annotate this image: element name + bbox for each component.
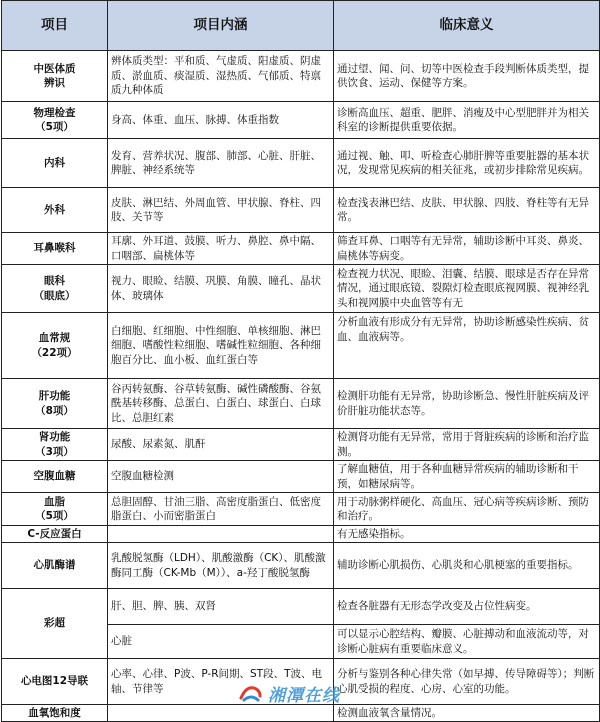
row-meaning: 分析与鉴别各种心律失常（如早搏、传导障碍等）；判断心肌受损的程度、心房、心室的功能。 (334, 659, 600, 705)
row-content: 耳廓、外耳道、鼓膜、听力、鼻腔、鼻中隔、口咽部、扁桃体等 (108, 233, 334, 265)
row-name: 耳鼻喉科 (2, 233, 108, 265)
row-meaning: 筛查耳鼻、口咽等有无异常，辅助诊断中耳炎、鼻炎、扁桃体等病变。 (334, 233, 600, 265)
row-content: 辨体质类型：平和质、气虚质、阳虚质、阴虚质、淤血质、痰湿质、湿热质、气郁质、特禀质九种体质 (108, 51, 334, 102)
table-row (2, 461, 600, 493)
row-content: 心率、心律、P波、P-R间期、ST段、T波、电轴、节律等 (108, 659, 334, 705)
row-content: 身高、体重、血压、脉搏、体重指数 (108, 102, 334, 139)
table-row (2, 493, 600, 526)
row-meaning: 可以显示心腔结构、瓣膜、心脏搏动和血液流动等，对诊断心脏病有重要临床意义。 (334, 625, 600, 659)
row-meaning: 诊断高血压、超重、肥胖、消瘦及中心型肥胖并为相关科室的诊断提供重要依据。 (334, 102, 600, 139)
row-name: 彩超 (2, 589, 108, 659)
row-meaning: 检测肝功能有无异常，协助诊断急、慢性肝脏疾病及评价肝脏功能状态等。 (334, 379, 600, 429)
row-meaning: 通过望、闻、问、切等中医检查手段判断体质类型，提供饮食、运动、保健等方案。 (334, 51, 600, 102)
table-row (2, 526, 600, 543)
table-row (2, 51, 600, 102)
table-header-row (2, 1, 600, 51)
table-row (2, 429, 600, 461)
row-content: 皮肤、淋巴结、外周血管、甲状腺、脊柱、四肢、关节等 (108, 188, 334, 233)
row-content: 发育、营养状况、腹部、肺部、心脏、肝脏、脾脏、神经系统等 (108, 139, 334, 188)
header-item: 项目 (2, 1, 108, 51)
row-name: 中医体质 辨识 (2, 51, 108, 102)
row-name: 外科 (2, 188, 108, 233)
watermark-text: 湘潭在线 (268, 685, 340, 706)
row-meaning: 用于动脉粥样硬化、高血压、冠心病等疾病诊断、预防和治疗。 (334, 493, 600, 526)
row-meaning: 分析血液有形成分有无异常，协助诊断感染性疾病、贫血、血液病等。 (334, 313, 600, 379)
row-content (108, 526, 334, 543)
row-meaning: 有无感染指标。 (334, 526, 600, 543)
table-row (2, 589, 600, 625)
row-meaning: 辅助诊断心肌损伤、心肌炎和心肌梗塞的重要指标。 (334, 543, 600, 589)
row-name: 内科 (2, 139, 108, 188)
row-content: 空腹血糖检测 (108, 461, 334, 493)
row-content: 心脏 (108, 625, 334, 659)
table-row (2, 543, 600, 589)
row-name: 心电图12导联 (2, 659, 108, 705)
row-meaning: 检测肾功能有无异常，常用于肾脏疾病的诊断和治疗监测。 (334, 429, 600, 461)
row-name: C-反应蛋白 (2, 526, 108, 543)
row-meaning: 检查各脏器有无形态学改变及占位性病变。 (334, 589, 600, 625)
row-name: 物理检查 （5项） (2, 102, 108, 139)
row-meaning: 检测血液氧含量情况。 (334, 705, 600, 722)
table-row (2, 265, 600, 313)
row-content: 白细胞、红细胞、中性细胞、单核细胞、淋巴细胞、嗜酸性粒细胞、嗜碱性粒细胞、各种细胞百分比、血小板、血红蛋白等 (108, 313, 334, 379)
row-meaning: 了解血糖值，用于各种血糖异常疾病的辅助诊断和干预，如糖尿病等。 (334, 461, 600, 493)
row-name: 心肌酶谱 (2, 543, 108, 589)
table-row (2, 102, 600, 139)
row-name: 肝功能 （8项） (2, 379, 108, 429)
row-name: 肾功能 （3项） (2, 429, 108, 461)
row-content: 总胆固醇、甘油三脂、高密度脂蛋白、低密度脂蛋白、小而密脂蛋白 (108, 493, 334, 526)
row-name: 血脂 （5项） (2, 493, 108, 526)
table-row (2, 379, 600, 429)
row-content: 肝、胆、脾、胰、双肾 (108, 589, 334, 625)
row-meaning: 检查浅表淋巴结、皮肤、甲状腺、四肢、脊柱等有无异常。 (334, 188, 600, 233)
row-content: 谷丙转氨酶、谷草转氨酶、碱性磷酸酶、谷氨酰基转移酶、总蛋白、白蛋白、球蛋白、白球比、总胆红素 (108, 379, 334, 429)
row-name: 眼科 （眼底） (2, 265, 108, 313)
row-meaning: 检查视力状况、眼睑、泪囊、结膜、眼球是否存在异常情况，通过眼底镜、裂隙灯检查眼底视网膜、视神经乳头和视网膜中央血管等有无 (334, 265, 600, 313)
row-name: 血氧饱和度 (2, 705, 108, 722)
row-name: 空腹血糖 (2, 461, 108, 493)
table-row (2, 233, 600, 265)
row-content: 尿酸、尿素氮、肌酐 (108, 429, 334, 461)
table-row (2, 188, 600, 233)
table-row (2, 659, 600, 705)
row-content (108, 705, 334, 722)
row-name: 血常规 （22项） (2, 313, 108, 379)
table-row (2, 313, 600, 379)
row-content: 视力、眼睑、结膜、巩膜、角膜、瞳孔、晶状体、玻璃体 (108, 265, 334, 313)
exam-items-table (1, 0, 600, 722)
table-row (2, 705, 600, 722)
row-meaning: 通过视、触、叩、听检查心肺肝脾等重要脏器的基本状况，发现常见疾病的相关征兆，或初步排除常见疾病。 (334, 139, 600, 188)
header-clinical-significance: 临床意义 (334, 1, 600, 51)
header-content: 项目内涵 (108, 1, 334, 51)
row-content: 乳酸脱氢酶（LDH）、肌酸激酶（CK）、肌酸激酶同工酶（CK-Mb（M））、a-羟丁酸脱氢酶 (108, 543, 334, 589)
table-row (2, 139, 600, 188)
